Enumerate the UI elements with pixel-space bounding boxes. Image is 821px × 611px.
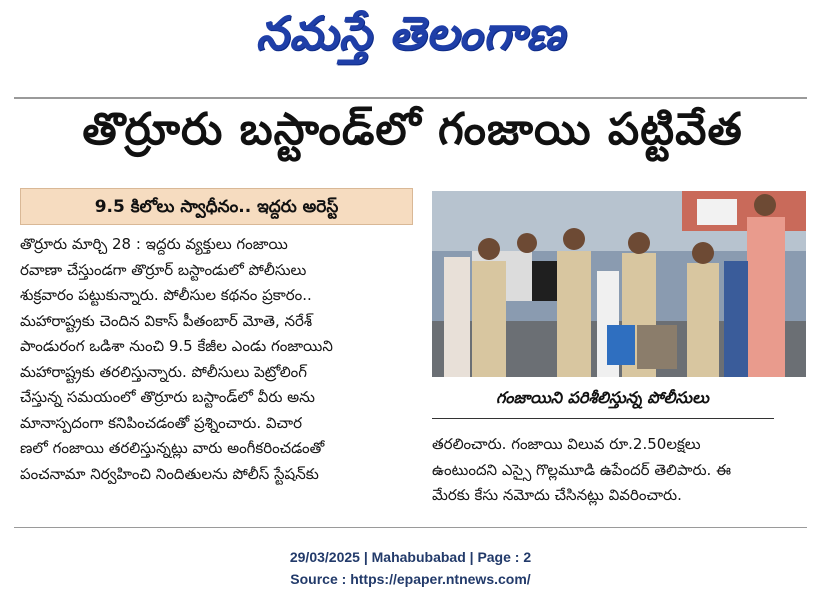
body-line: మానాస్పదంగా కనిపించడంతో ప్రశ్నించారు. విచార	[20, 413, 302, 432]
body-line: పాండురంగ ఒడిశా నుంచి 9.5 కేజీల ఎండు గంజాయిని	[20, 337, 333, 355]
body-line: శుక్రవారం పట్టుకున్నారు. పోలీసుల కథనం ప్రకారం..	[20, 286, 312, 304]
body-line: తొర్రూరు మార్చి 28 : ఇద్దరు వ్యక్తులు గంజాయి	[20, 235, 288, 253]
body-line: ణలో గంజాయి తరలిస్తున్నట్లు వారు అంగీకరించడంతో	[20, 439, 325, 457]
body-line: మహారాష్ట్రకు తరలిస్తున్నారు. పోలీసులు పెట్రోలింగ్	[20, 362, 308, 381]
body-line: తరలించారు. గంజాయి విలువ రూ.2.50లక్షలు	[432, 435, 701, 453]
article-body-left	[20, 232, 415, 487]
body-line: చేస్తున్న సమయంలో తొర్రూరు బస్టాండ్‌లో వీరు అను	[20, 388, 315, 406]
top-divider	[14, 97, 807, 99]
newspaper-masthead: నమస్తే తెలంగాణ	[255, 6, 566, 60]
body-line: పంచనామా నిర్వహించి నిందితులను పోలీస్ స్టేషన్‌కు	[20, 464, 319, 483]
footer	[0, 546, 821, 590]
bottom-divider	[14, 527, 807, 528]
body-line: రవాణా చేస్తుండగా తొర్రూర్ బస్టాండులో పోలీసులు	[20, 260, 307, 279]
article-headline: తొర్రూరు బస్టాండ్‌లో గంజాయి పట్టివేత	[82, 104, 743, 155]
news-photo	[432, 191, 806, 377]
footer-date-edition: 29/03/2025 | Mahabubabad | Page : 2	[289, 549, 532, 565]
footer-source-link[interactable]: Source : https://epaper.ntnews.com/	[290, 571, 531, 587]
caption-underline	[432, 418, 774, 419]
article-body-right	[432, 432, 806, 509]
body-line: ఉంటుందని ఎస్సై గొల్లమూడి ఉపేందర్ తెలిపారు. ఈ	[432, 460, 731, 479]
body-line: మహారాష్ట్రకు చెందిన వికాస్ పీతంబార్ మోతె, నరేశ్	[20, 311, 313, 330]
body-line: మేరకు కేసు నమోదు చేసినట్లు వివరించారు.	[432, 486, 682, 504]
article-subhead: 9.5 కిలోలు స్వాధీనం.. ఇద్దరు అరెస్ట్	[20, 188, 413, 225]
photo-caption: గంజాయిని పరిశీలిస్తున్న పోలీసులు	[496, 388, 709, 407]
